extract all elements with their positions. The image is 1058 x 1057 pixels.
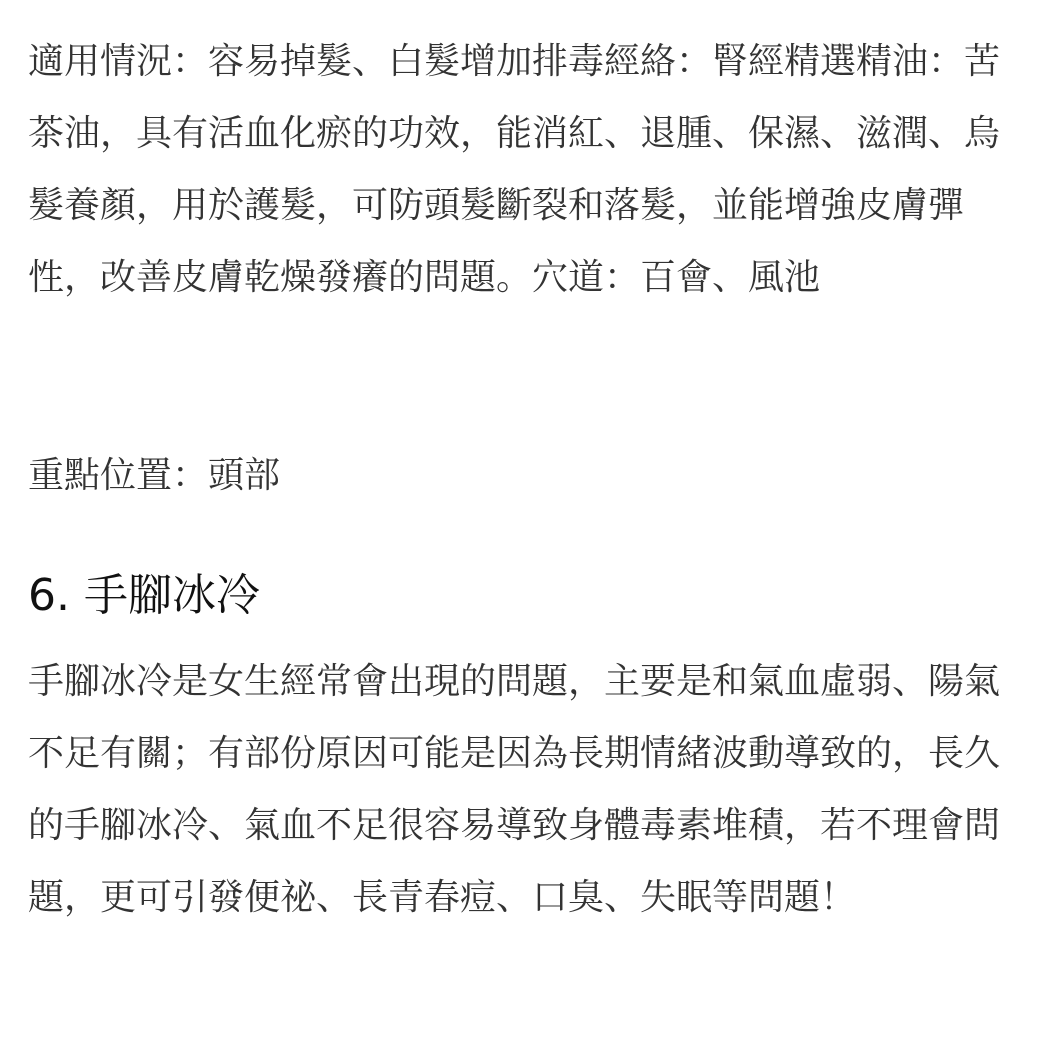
section-heading-cold-hands-feet: 6. 手腳冰冷	[28, 570, 260, 621]
cold-hands-feet-paragraph: 手腳冰冷是女生經常會出現的問題，主要是和氣血虛弱、陽氣不足有關；有部份原因可能是因為長期情緒波動導致的，長久的手腳冰冷、氣血不足很容易導致身體毒素堆積，若不理會問題，更可引發便祕、長青春痘、口臭、失眠等問題！	[28, 661, 1001, 918]
article-body	[28, 26, 1030, 934]
key-position-paragraph: 重點位置：頭部	[28, 455, 281, 496]
applicable-conditions-paragraph: 適用情況：容易掉髮、白髮增加排毒經絡：腎經精選精油：苦茶油，具有活血化瘀的功效，能消紅、退腫、保濕、滋潤、烏髮養顏，用於護髮，可防頭髮斷裂和落髮，並能增強皮膚彈性，改善皮膚乾燥發癢的問題。穴道：百會、風池	[28, 41, 1001, 298]
